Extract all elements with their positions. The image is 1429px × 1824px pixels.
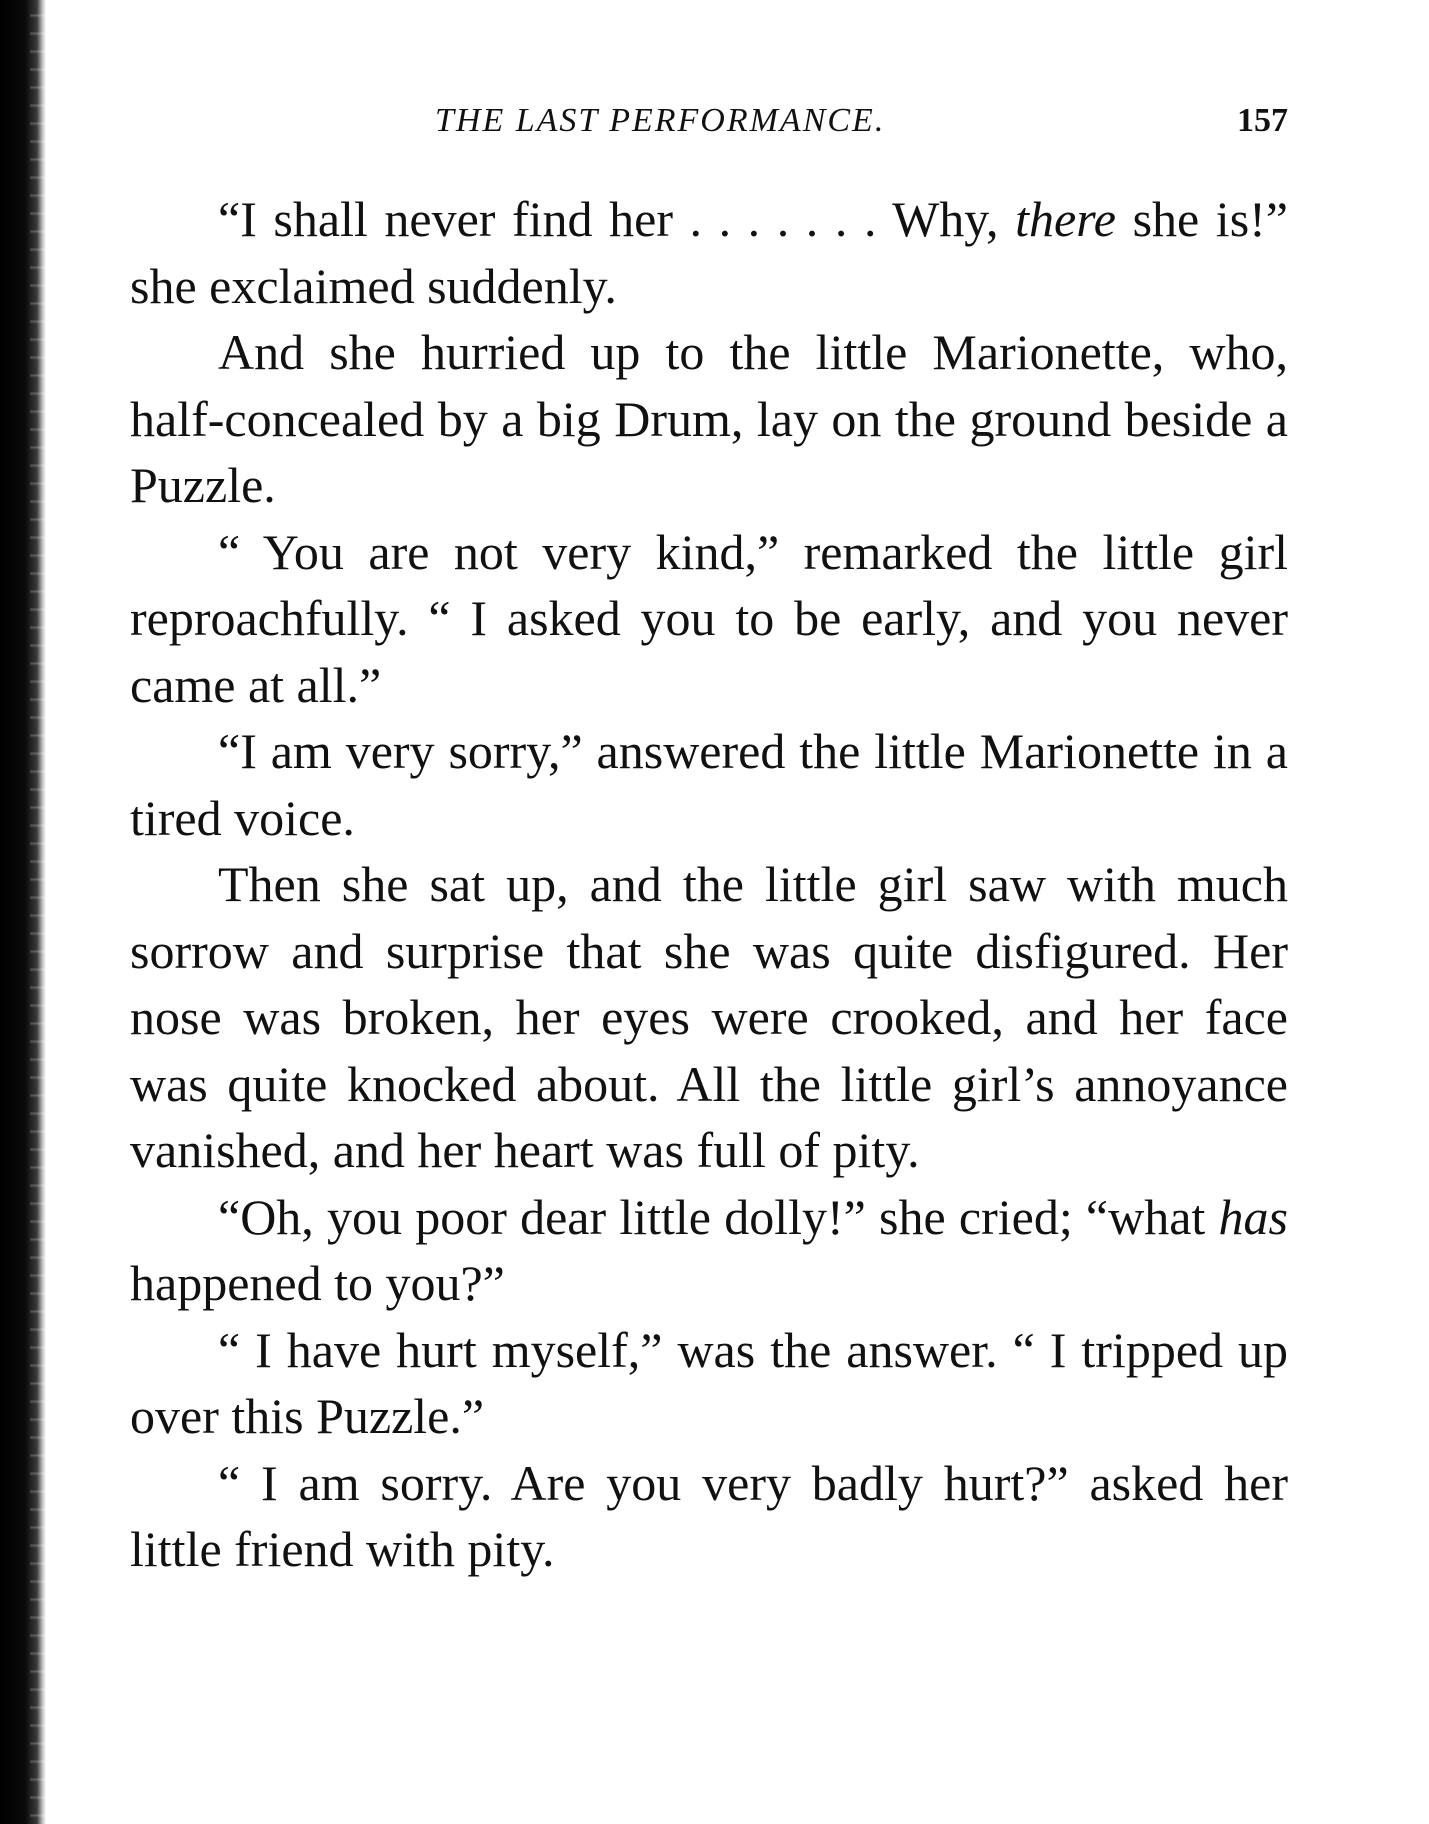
paragraph-1-text-end: she is!” she exclaimed suddenly. (130, 191, 1288, 314)
page-body (130, 186, 1288, 1583)
paragraph-8: “ I am sorry. Are you very badly hurt?” asked her little friend with pity. (130, 1454, 1288, 1577)
paragraph-2: And she hurried up to the little Marionette, who, half-concealed by a big Drum, lay on the ground beside a Puzzle. (130, 324, 1288, 513)
paragraph-5: Then she sat up, and the little girl saw with much sorrow and surprise that she was quite disfigured. Her nose was broken, her eyes were crooked, and her face was quite knocked about. All the little girl’s annoyance vanished, and her heart was full of pity. (130, 856, 1288, 1178)
paragraph-6-text-start: “Oh, you poor dear little dolly!” she cried; “what (218, 1188, 1219, 1245)
paragraph-1-text-start: “I shall never find her . . . . . . . Why, (218, 191, 1016, 247)
paragraph-4: “I am very sorry,” answered the little Marionette in a tired voice. (130, 723, 1288, 846)
paragraph-1-emphasis: there (1015, 191, 1117, 247)
page-header (130, 102, 1288, 152)
scanned-page-edge-texture (30, 0, 48, 1824)
paragraph-6-text-end: happened to you?” (130, 1255, 505, 1311)
paragraph-3: “ You are not very kind,” remarked the little girl reproachfully. “ I asked you to be early, and you never came at all.” (130, 523, 1288, 713)
paragraph-7: “ I have hurt myself,” was the answer. “ I tripped up over this Puzzle.” (130, 1321, 1288, 1444)
running-title: THE LAST PERFORMANCE. (435, 102, 886, 139)
paragraph-6-emphasis: has (1218, 1188, 1288, 1245)
paragraph-6 (130, 1184, 1288, 1317)
paragraph-1 (130, 186, 1288, 319)
page-number: 157 (1237, 102, 1288, 139)
